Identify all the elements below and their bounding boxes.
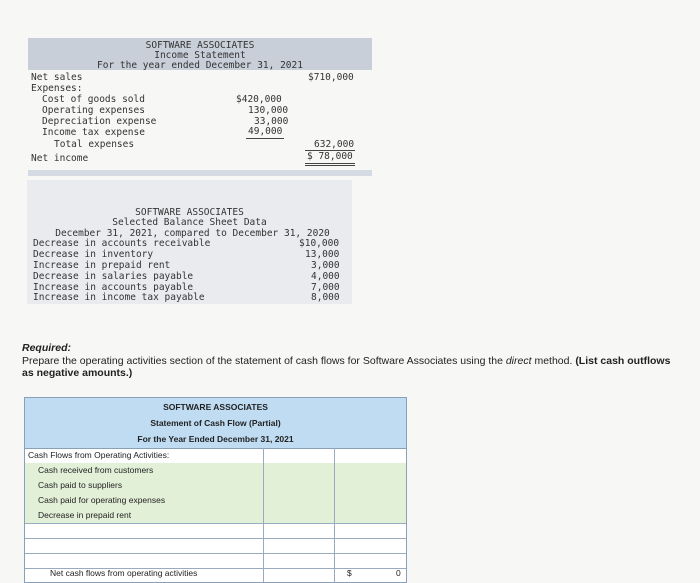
subtotal-rule [246, 138, 284, 139]
answer-row-label: Cash paid for operating expenses [38, 495, 166, 505]
answer-row[interactable] [25, 538, 406, 554]
answer-table-subtitle: Statement of Cash Flow (Partial) [150, 418, 281, 428]
balance-sheet-item-label: Decrease in inventory [33, 249, 154, 260]
required-instructions [22, 355, 682, 379]
balance-sheet-item-label: Increase in prepaid rent [33, 260, 171, 271]
expense-value: 130,000 [248, 105, 289, 116]
net-income-value: $ 78,000 [307, 151, 353, 162]
balance-sheet-title: SOFTWARE ASSOCIATES [135, 207, 244, 218]
balance-sheet-item-value: 7,000 [311, 282, 340, 293]
answer-row-label: Decrease in prepaid rent [38, 510, 132, 520]
net-income-label: Net income [31, 153, 89, 164]
expense-label: Depreciation expense [42, 116, 157, 127]
answer-table-header [25, 398, 406, 449]
answer-row[interactable] [25, 478, 406, 494]
balance-sheet-item-value: $10,000 [299, 238, 340, 249]
answer-table-period: For the Year Ended December 31, 2021 [137, 434, 294, 444]
double-rule-top [305, 163, 355, 164]
answer-row[interactable] [25, 508, 406, 524]
net-sales-value: $710,000 [308, 72, 354, 83]
balance-sheet-subtitle: Selected Balance Sheet Data [112, 217, 267, 228]
answer-table-title: SOFTWARE ASSOCIATES [163, 402, 268, 412]
balance-sheet-item-value: 8,000 [311, 292, 340, 303]
section-label: Cash Flows from Operating Activities: [28, 450, 170, 460]
total-expenses-label: Total expenses [54, 139, 135, 150]
balance-sheet-item-value: 3,000 [311, 260, 340, 271]
total-expenses-value: 632,000 [314, 139, 355, 150]
expense-label: Cost of goods sold [42, 94, 145, 105]
balance-sheet-item-label: Increase in income tax payable [33, 292, 205, 303]
answer-row[interactable] [25, 463, 406, 479]
column-divider [263, 448, 264, 582]
income-statement-period: For the year ended December 31, 2021 [97, 60, 303, 71]
expense-value: $420,000 [236, 94, 282, 105]
balance-sheet-item-label: Increase in accounts payable [33, 282, 194, 293]
balance-sheet-item-value: 13,000 [305, 249, 340, 260]
required-label: Required: [22, 342, 72, 354]
income-statement-title: SOFTWARE ASSOCIATES [145, 40, 255, 51]
net-cash-flow-currency: $ [347, 568, 352, 578]
net-cash-flow-row [25, 564, 406, 581]
cash-flow-answer-table [24, 397, 407, 583]
expense-label: Operating expenses [42, 105, 145, 116]
expense-value: 33,000 [254, 116, 289, 127]
section-row [25, 448, 406, 464]
answer-row-label: Cash received from customers [38, 465, 154, 475]
column-divider [334, 448, 335, 582]
balance-sheet-item-label: Decrease in salaries payable [33, 271, 194, 282]
net-sales-label: Net sales [31, 72, 83, 83]
double-rule-bottom [305, 165, 355, 166]
income-statement-subtitle: Income Statement [154, 50, 246, 61]
required-text-bold: (List cash outflows as negative amounts.) [22, 355, 671, 379]
net-cash-flow-label: Net cash flows from operating activities [50, 568, 198, 578]
expenses-label: Expenses: [31, 83, 83, 94]
answer-row[interactable] [25, 493, 406, 509]
income-statement-footer-band [28, 170, 372, 176]
answer-row[interactable] [25, 523, 406, 539]
balance-sheet-period: December 31, 2021, compared to December 31, 2020 [55, 228, 330, 239]
balance-sheet-item-value: 4,000 [311, 271, 340, 282]
expense-value: 49,000 [248, 126, 283, 137]
income-statement-header [28, 38, 372, 70]
balance-sheet-item-label: Decrease in accounts receivable [33, 238, 211, 249]
answer-row-label: Cash paid to suppliers [38, 480, 123, 490]
expense-label: Income tax expense [42, 127, 145, 138]
required-text-part1: Prepare the operating activities section of the statement of cash flows for Software Associates using the [22, 355, 506, 367]
required-text-part2: method. [531, 355, 576, 367]
net-cash-flow-value: 0 [396, 568, 401, 578]
required-text-italic: direct [505, 355, 532, 367]
